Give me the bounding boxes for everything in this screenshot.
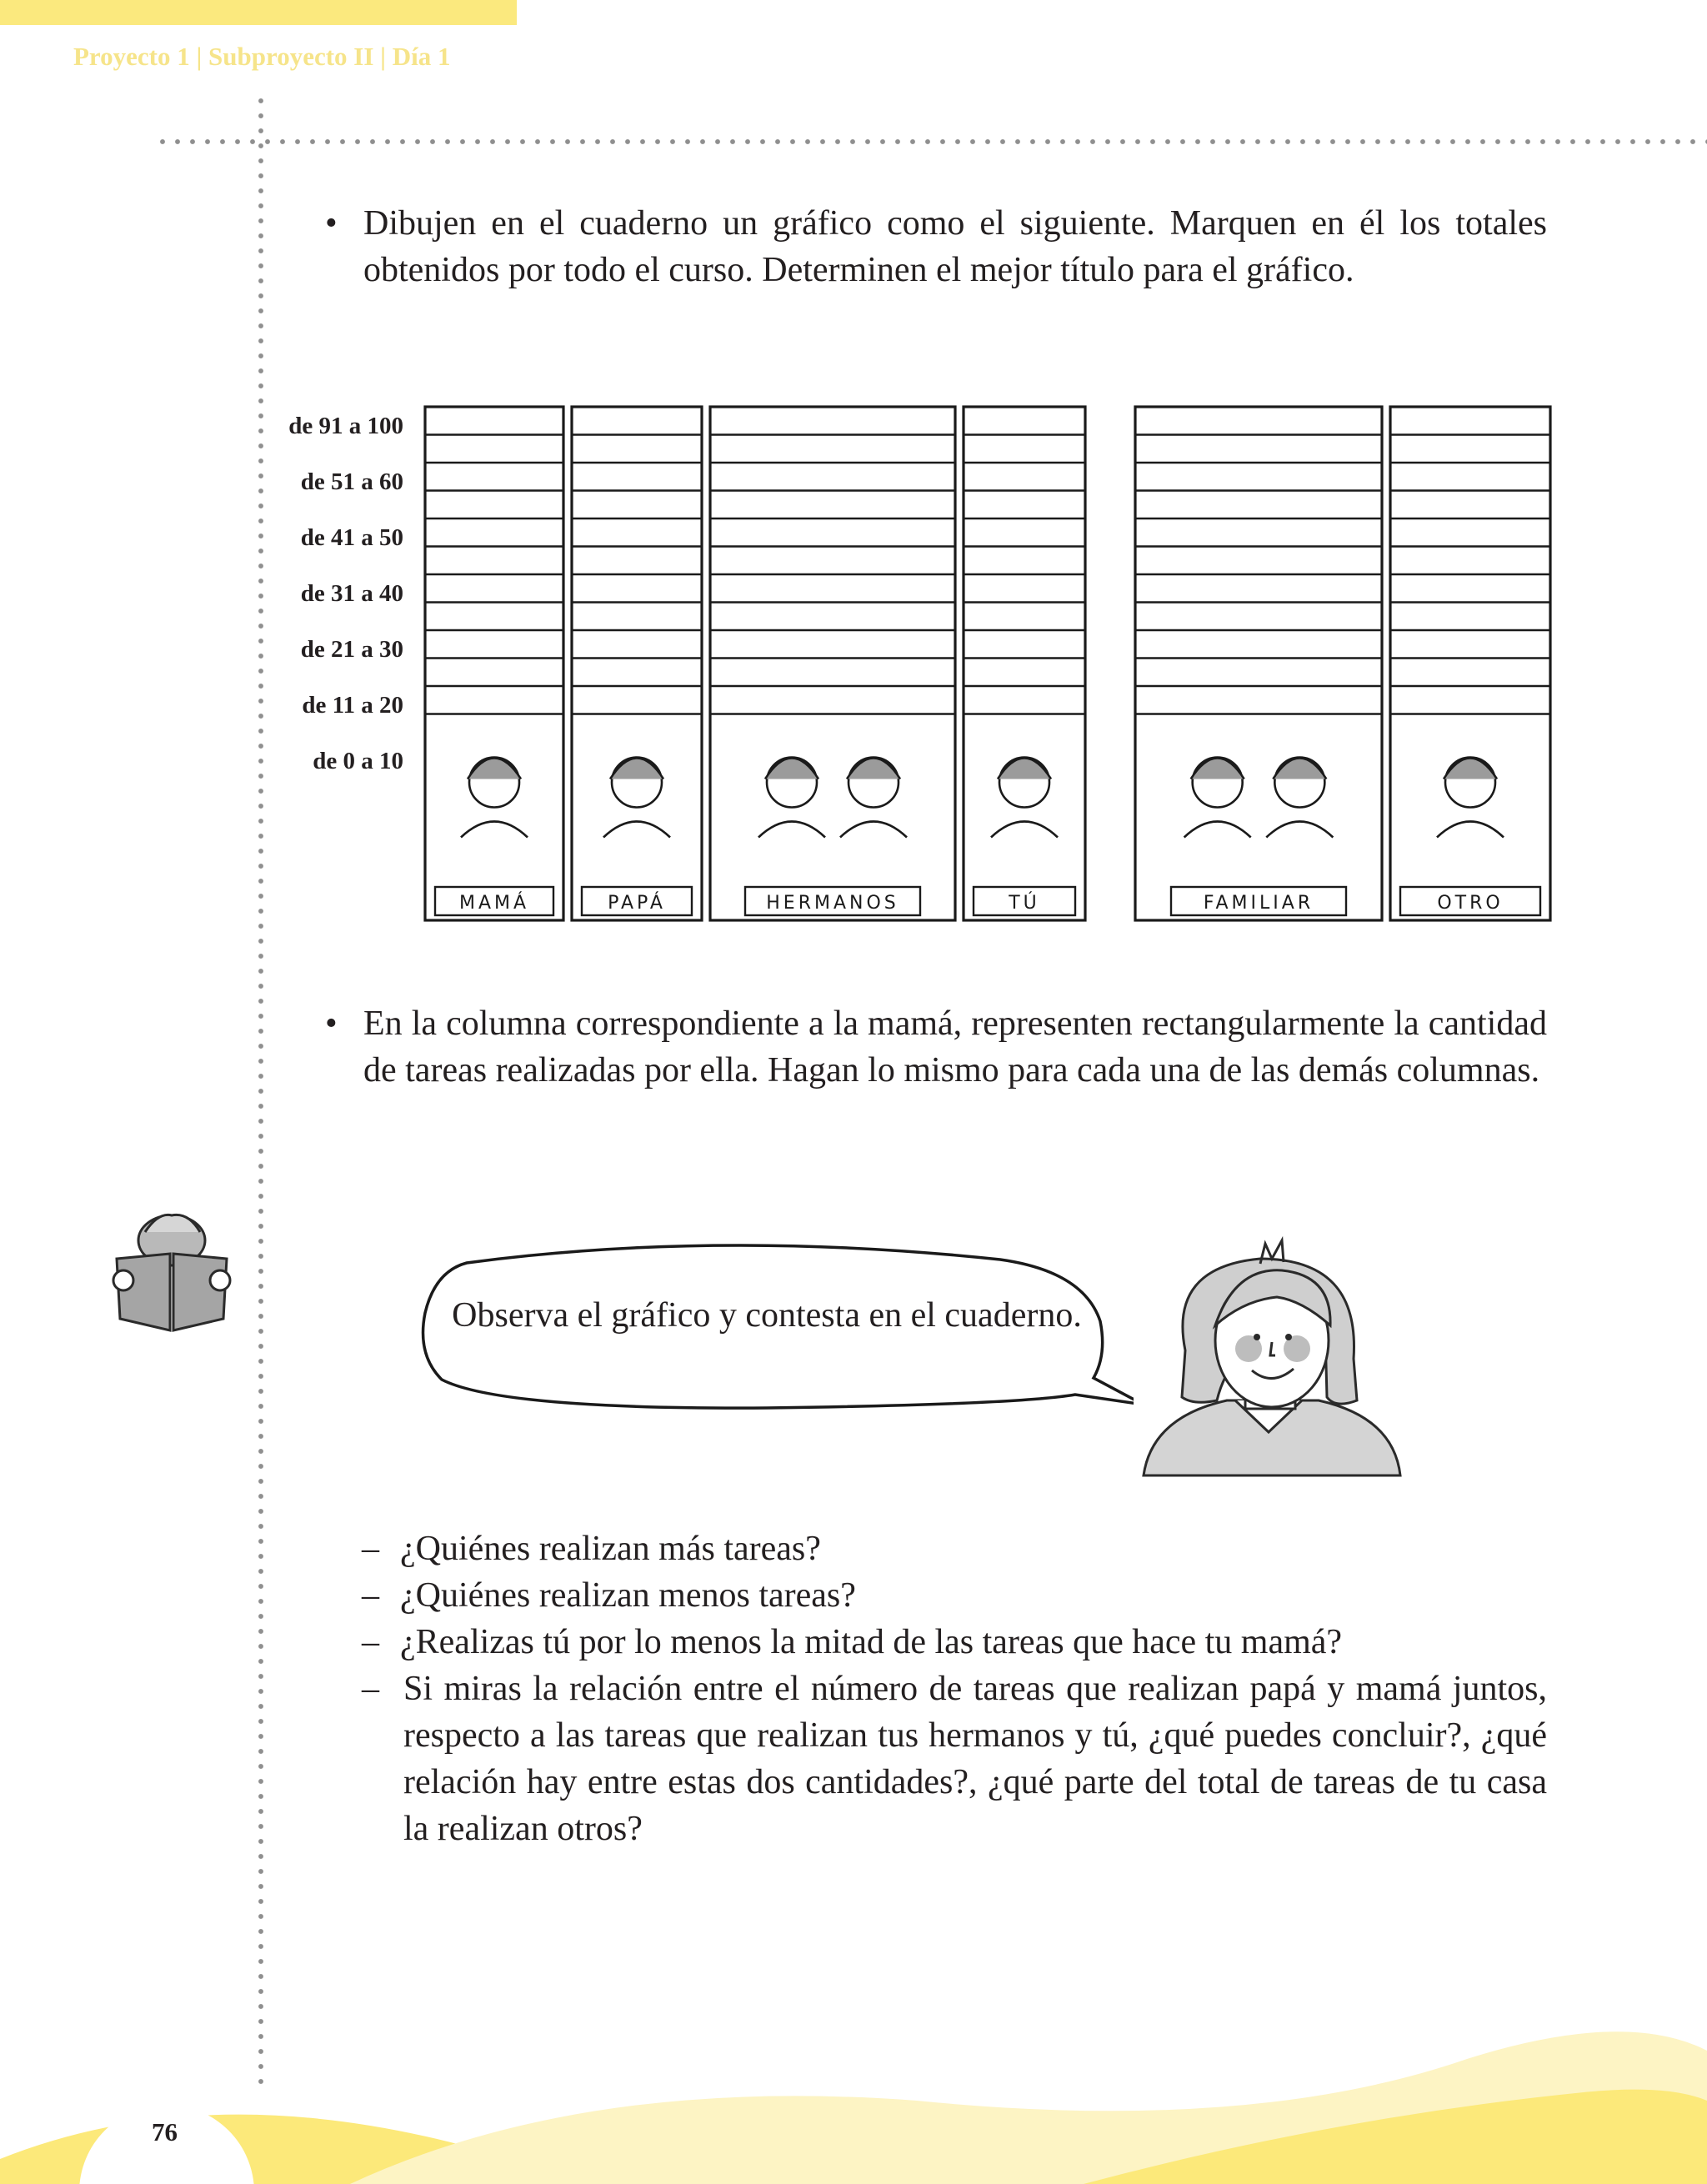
person-hair bbox=[1444, 759, 1497, 779]
question-item: – Si miras la relación entre el número de tareas que realizan papá y mamá juntos, respecto a las tareas que realizan tus hermanos y tú, ¿qué puedes concluir?, ¿qué relación hay entre estas dos cantidades?, ¿qué parte del total de tareas de tu casa la realizan otros? bbox=[362, 1670, 1547, 1848]
chart-column bbox=[964, 407, 1085, 920]
page-header: Proyecto 1 | Subproyecto II | Día 1 bbox=[73, 42, 451, 71]
vertical-dotted-rule bbox=[258, 93, 264, 2086]
row-label: de 11 a 20 bbox=[302, 692, 403, 719]
row-label: de 91 a 100 bbox=[288, 413, 403, 439]
person-hair bbox=[1191, 759, 1244, 779]
column-label: TÚ bbox=[1009, 893, 1040, 914]
person-shoulders bbox=[461, 822, 528, 838]
person-shoulders bbox=[991, 822, 1058, 838]
person-shoulders bbox=[1184, 822, 1251, 838]
girl-illustration bbox=[1135, 1234, 1410, 1484]
question-item: – ¿Realizas tú por lo menos la mitad de las tareas que hace tu mamá? bbox=[362, 1623, 1343, 1661]
question-item: – ¿Quiénes realizan más tareas? bbox=[362, 1530, 821, 1568]
pictograph-grid bbox=[408, 398, 1559, 929]
questions-list bbox=[362, 1525, 1547, 1852]
chart-column bbox=[425, 407, 563, 920]
person-shoulders bbox=[840, 822, 907, 838]
row-label: de 0 a 10 bbox=[313, 748, 403, 774]
footer-wave bbox=[0, 2026, 1707, 2184]
chart-column bbox=[710, 407, 955, 920]
person-hair bbox=[610, 759, 663, 779]
person-hair bbox=[765, 759, 818, 779]
speech-bubble-text: Observa el gráfico y contesta en el cuaderno. bbox=[452, 1296, 1082, 1335]
person-shoulders bbox=[603, 822, 670, 838]
chart-column bbox=[1390, 407, 1550, 920]
row-label: de 31 a 40 bbox=[300, 580, 403, 607]
question-item: – ¿Quiénes realizan menos tareas? bbox=[362, 1576, 856, 1615]
column-label: OTRO bbox=[1437, 893, 1504, 914]
row-label: de 21 a 30 bbox=[300, 636, 403, 663]
person-shoulders bbox=[1266, 822, 1333, 838]
person-hair bbox=[998, 759, 1051, 779]
instruction-represent-bars: • En la columna correspondiente a la mamá, representen rectangularmente la cantidad de tareas realizadas por ella. Hagan lo mismo para cada una de las demás columnas. bbox=[363, 1000, 1547, 1094]
top-accent-bar bbox=[0, 0, 517, 25]
column-label: MAMÁ bbox=[458, 893, 530, 914]
person-shoulders bbox=[1437, 822, 1504, 838]
person-hair bbox=[847, 759, 900, 779]
chart-column bbox=[1135, 407, 1382, 920]
horizontal-dotted-rule bbox=[155, 138, 1707, 145]
person-hair bbox=[468, 759, 521, 779]
reading-child-icon bbox=[108, 1207, 233, 1340]
column-label: HERMANOS bbox=[766, 893, 899, 914]
person-shoulders bbox=[758, 822, 825, 838]
column-label: PAPÁ bbox=[608, 893, 666, 914]
row-label: de 51 a 60 bbox=[300, 468, 403, 495]
page-number: 76 bbox=[152, 2117, 178, 2146]
instruction-draw-chart: • Dibujen en el cuaderno un gráfico como el siguiente. Marquen en él los totales obtenidos por todo el curso. Determinen el mejor título para el gráfico. bbox=[363, 200, 1547, 293]
row-label: de 41 a 50 bbox=[300, 524, 403, 551]
person-hair bbox=[1273, 759, 1326, 779]
column-label: FAMILIAR bbox=[1203, 893, 1314, 914]
chart-column bbox=[572, 407, 702, 920]
